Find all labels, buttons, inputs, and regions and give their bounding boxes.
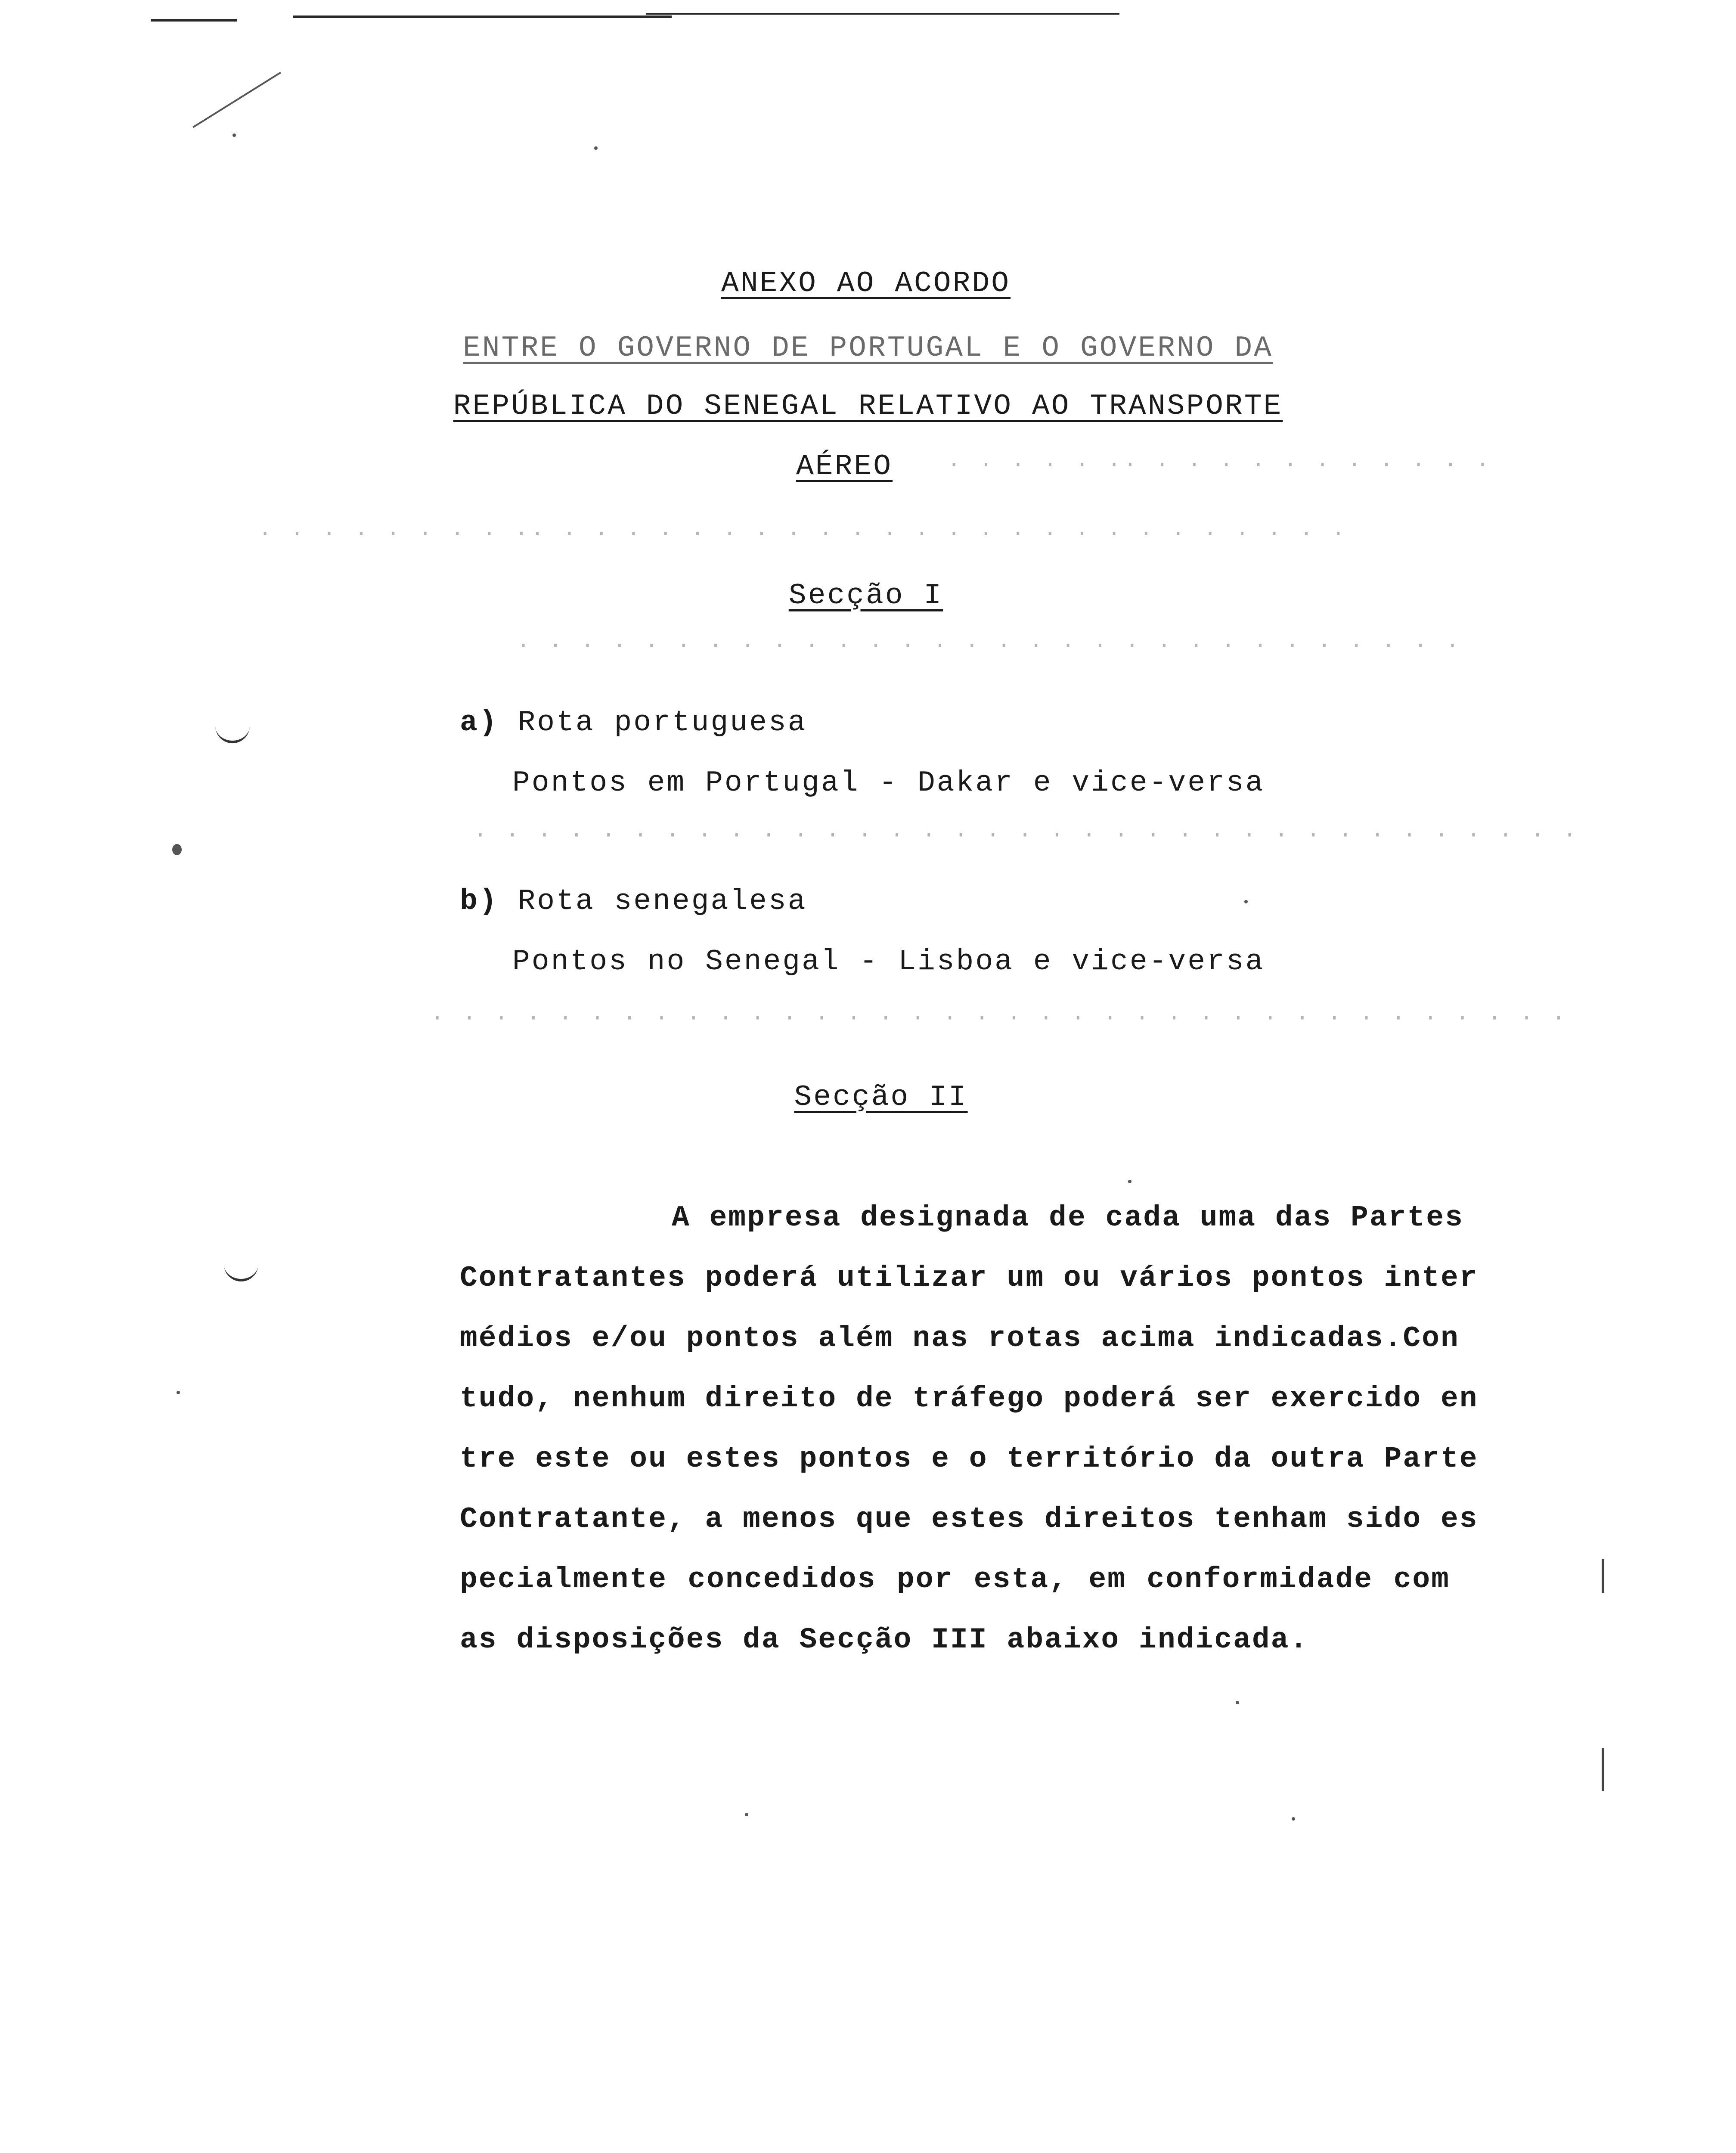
scan-edge-bar — [1602, 1748, 1604, 1791]
route-b-detail — [512, 945, 1265, 978]
paragraph-line: tudo, nenhum direito de tráfego poderá ser exercido en — [460, 1382, 1479, 1415]
paragraph-line: A empresa designada de cada uma das Partes — [672, 1201, 1464, 1235]
scan-edge-line — [293, 16, 672, 18]
scan-edge-line — [151, 19, 237, 22]
paragraph-line: tre este ou estes pontos e o território da outra Parte — [460, 1443, 1479, 1476]
route-a-detail — [512, 766, 1265, 800]
scan-speck — [745, 1813, 748, 1816]
route-b-label: b) — [460, 885, 499, 918]
hole-punch-mark — [215, 723, 250, 743]
scan-speck — [1236, 1701, 1239, 1704]
paragraph-line: médios e/ou pontos além nas rotas acima indicadas.Con — [460, 1322, 1460, 1355]
route-a-label: a) — [460, 706, 499, 739]
scan-edge-line — [646, 13, 1119, 15]
scan-speck — [177, 1391, 180, 1394]
scan-speck — [172, 844, 182, 855]
scan-noise: · · · · · · · · ·· · · · · · · · · · · · · · · · · · · · · · · · · · — [258, 521, 1348, 546]
section-1-heading: Secção I — [788, 579, 943, 612]
scan-edge-line — [192, 72, 281, 128]
route-a-name: Rota portuguesa — [518, 706, 807, 739]
scan-edge-bar — [1602, 1559, 1604, 1593]
scan-noise: · · · · · · · · · · · · · · · · · · · · · · · · · · · · · · · · · · · — [474, 822, 1579, 848]
scan-noise: · · · · · · · · · · · · · · · · · · · · · · · · · · · · · · — [517, 633, 1462, 658]
route-b-detail-text: Pontos no Senegal - Lisboa e vice-versa — [512, 945, 1265, 978]
document-title: ANEXO AO ACORDO — [721, 267, 1011, 300]
scan-speck — [1244, 900, 1248, 903]
scan-speck — [594, 146, 598, 150]
scan-noise: · · · · · · · · · · · · · · · · · · · · · · · · · · · · · · · · · · · · — [431, 1005, 1568, 1031]
route-b-name: Rota senegalesa — [518, 885, 807, 918]
subtitle-line-3: AÉREO — [796, 450, 893, 483]
scan-speck — [232, 133, 236, 137]
route-b-heading — [460, 885, 807, 918]
scan-noise: · · · · · ·· · · · · · · · · · · · — [947, 452, 1492, 478]
paragraph-line: Contratante, a menos que estes direitos tenham sido es — [460, 1503, 1479, 1536]
scan-speck — [1292, 1817, 1295, 1821]
route-a-detail-text: Pontos em Portugal - Dakar e vice-versa — [512, 766, 1265, 800]
subtitle-line-1: ENTRE O GOVERNO DE PORTUGAL E O GOVERNO DA — [463, 332, 1273, 365]
subtitle-line-2: REPÚBLICA DO SENEGAL RELATIVO AO TRANSPORTE — [453, 390, 1283, 423]
paragraph-line: Contratantes poderá utilizar um ou vários pontos inter — [460, 1262, 1479, 1295]
paragraph-line: pecialmente concedidos por esta, em conformidade com — [460, 1563, 1450, 1596]
hole-punch-mark — [224, 1262, 258, 1281]
section-2-heading: Secção II — [794, 1081, 968, 1114]
paragraph-line: as disposições da Secção III abaixo indicada. — [460, 1623, 1309, 1657]
route-a-heading — [460, 706, 807, 739]
scan-speck — [1128, 1180, 1132, 1183]
